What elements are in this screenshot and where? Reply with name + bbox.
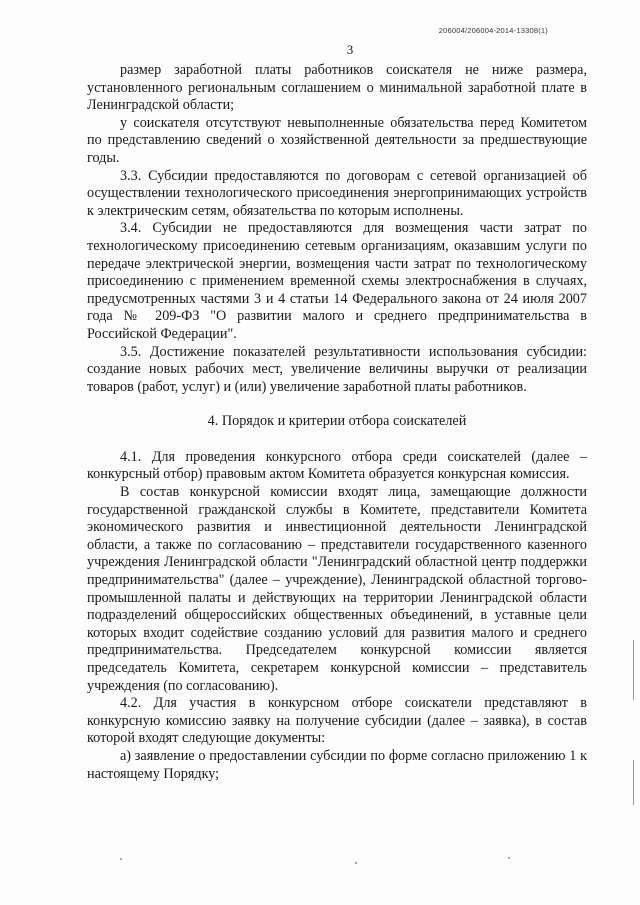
scan-speck <box>508 857 510 859</box>
paragraph: В состав конкурсной комиссии входят лица, замещающие должности государственной гражданской службы в Комитете, представители Комитета экономического развития и инвестиционной деятельности Ленинградской области, а также по согласованию – представители государственного казенного учреждения Ленинградской области "Ленинградский областной центр поддержки предпринимательства" (далее – учреждение), Ленинградской областной торгово-промышленной палаты и действующих на территории Ленинградской области подразделений общероссийских общественных объединений, в уставные цели которых входит содействие созданию условий для развития малого и среднего предпринимательства. Председателем конкурсной комиссии является председатель Комитета, секретарем конкурсной комиссии – представитель учреждения (по согласованию). <box>87 484 587 694</box>
paragraph: 3.3. Субсидии предоставляются по договорам с сетевой организацией об осуществлении технологического присоединения энергопринимающих устройств к электрическим сетям, обязательства по которым исполнены. <box>87 167 587 219</box>
paragraph: 4.2. Для участия в конкурсном отборе соискатели представляют в конкурсную комиссию заявку на получение субсидии (далее – заявка), в состав которой входят следующие документы: <box>87 695 587 747</box>
paragraph: а) заявление о предоставлении субсидии по форме согласно приложению 1 к настоящему Порядку; <box>87 747 587 782</box>
paragraph: 4.1. Для проведения конкурсного отбора среди соискателей (далее – конкурсный отбор) правовым актом Комитета образуется конкурсная комиссия. <box>87 448 587 483</box>
scan-edge-mark <box>633 640 634 700</box>
section-heading: 4. Порядок и критерии отбора соискателей <box>207 413 467 430</box>
paragraph: размер заработной платы работников соискателя не ниже размера, установленного региональным соглашением о минимальной заработной плате в Ленинградской области; <box>87 62 587 114</box>
paragraph: у соискателя отсутствуют невыполненные обязательства перед Комитетом по представлению сведений о хозяйственной деятельности за предшествующие годы. <box>87 114 587 166</box>
scan-edge-mark <box>633 760 634 805</box>
document-body <box>87 62 587 783</box>
document-id: 206004/206004-2014-13308(1) <box>438 26 548 35</box>
paragraph: 3.4. Субсидии не предоставляются для возмещения части затрат по технологическому присоединению сетевым организациям, оказавшим услуги по передаче электрической энергии, возмещения части затрат по технологическому присоединению с применением временной схемы электроснабжения в случаях, предусмотренных частями 3 и 4 статьи 14 Федерального закона от 24 июля 2007 года № 209-ФЗ "О развитии малого и среднего предпринимательства в Российской Федерации". <box>87 220 587 342</box>
scan-speck <box>120 858 122 860</box>
scan-speck <box>355 862 357 864</box>
page-number: 3 <box>346 42 354 57</box>
paragraph: 3.5. Достижение показателей результативности использования субсидии: создание новых рабочих мест, увеличение величины выручки от реализации товаров (работ, услуг) и (или) увеличение заработной платы работников. <box>87 343 587 395</box>
